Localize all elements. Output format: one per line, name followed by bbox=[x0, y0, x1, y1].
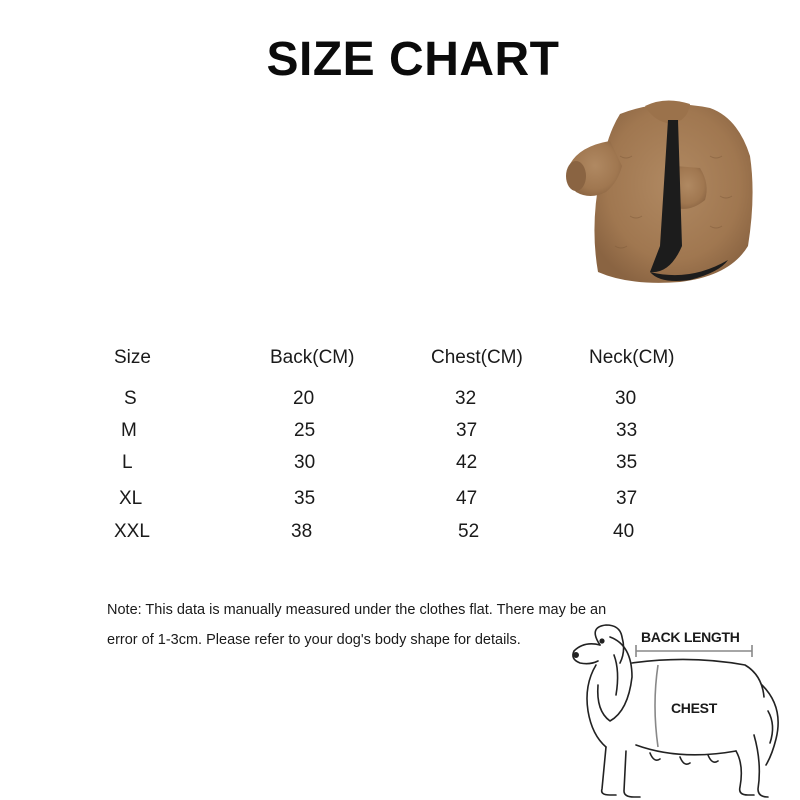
table-cell-back: 20 bbox=[293, 388, 315, 409]
table-cell-size: XL bbox=[119, 488, 143, 509]
header-chest: Chest(CM) bbox=[431, 347, 523, 368]
header-size: Size bbox=[114, 347, 151, 368]
table-cell-chest: 32 bbox=[455, 388, 477, 409]
table-cell-chest: 37 bbox=[456, 420, 478, 441]
table-cell-chest: 52 bbox=[458, 521, 480, 542]
dog-coat-image bbox=[560, 96, 760, 296]
chest-label: CHEST bbox=[671, 700, 717, 716]
table-cell-back: 25 bbox=[294, 420, 316, 441]
table-cell-size: S bbox=[124, 388, 137, 409]
page-title: SIZE CHART bbox=[266, 33, 560, 86]
table-cell-size: M bbox=[121, 420, 137, 441]
table-cell-neck: 35 bbox=[616, 452, 638, 473]
table-cell-neck: 40 bbox=[613, 521, 635, 542]
header-neck: Neck(CM) bbox=[589, 347, 675, 368]
table-cell-chest: 42 bbox=[456, 452, 478, 473]
table-cell-back: 35 bbox=[294, 488, 316, 509]
table-cell-back: 38 bbox=[291, 521, 313, 542]
table-cell-chest: 47 bbox=[456, 488, 478, 509]
table-cell-size: XXL bbox=[114, 521, 150, 542]
header-back: Back(CM) bbox=[270, 347, 355, 368]
table-cell-neck: 37 bbox=[616, 488, 638, 509]
note-line-2: error of 1-3cm. Please refer to your dog's body shape for details. bbox=[107, 632, 521, 648]
table-cell-size: L bbox=[122, 452, 133, 473]
table-cell-neck: 33 bbox=[616, 420, 638, 441]
note-line-1: Note: This data is manually measured under the clothes flat. There may be an bbox=[107, 602, 607, 618]
back-length-label: BACK LENGTH bbox=[641, 629, 740, 645]
table-cell-neck: 30 bbox=[615, 388, 637, 409]
table-cell-back: 30 bbox=[294, 452, 316, 473]
